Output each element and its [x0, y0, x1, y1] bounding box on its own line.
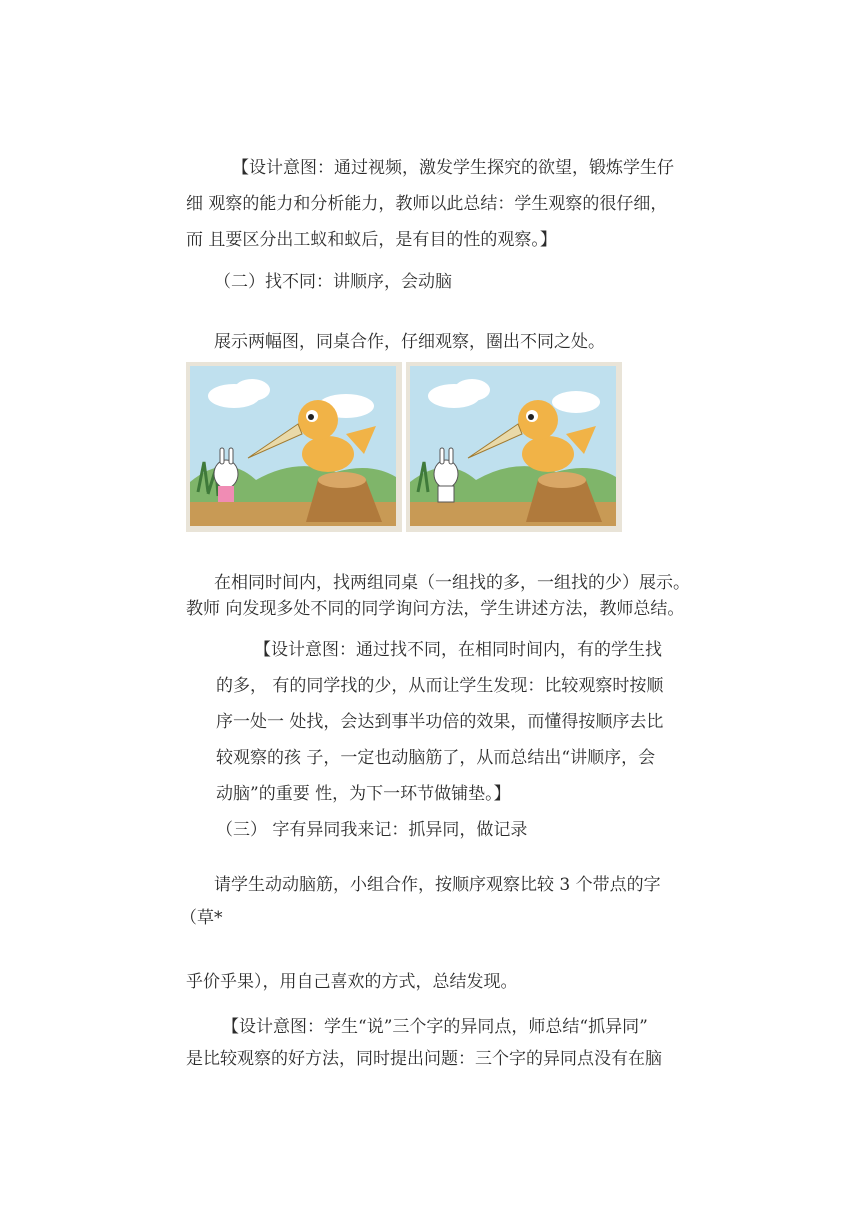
text-line: 【设计意图：学生“说”三个字的异同点，师总结“抓异同” [222, 1017, 648, 1037]
section-heading: （三） 字有异同我来记：抓异同，做记录 [216, 820, 528, 840]
text-line: 的多， 有的同学找的少，从而让学生发现：比较观察时按顺 [216, 676, 664, 696]
text-line: 是比较观察的好方法，同时提出问题：三个字的异同点没有在脑 [186, 1049, 662, 1069]
text-line: 细 观察的能力和分析能力，教师以此总结：学生观察的很仔细， [186, 194, 668, 214]
text-line: 在相同时间内，找两组同桌（一组找的多，一组找的少）展示。 [214, 573, 690, 593]
text-line: 【设计意图：通过找不同，在相同时间内，有的学生找 [254, 640, 662, 660]
text-line: 请学生动动脑筋，小组合作，按顺序观察比较 3 个带点的字 [214, 875, 661, 895]
picture-left [186, 362, 402, 532]
picture-right [406, 362, 622, 532]
text-line: 较观察的孩 子，一定也动脑筋了，从而总结出“讲顺序，会 [216, 748, 656, 768]
text-line: 【设计意图：通过视频，激发学生探究的欲望，锻炼学生仔 [232, 158, 674, 178]
section-heading: （二）找不同：讲顺序，会动脑 [214, 272, 452, 292]
text-line: 序一处一 处找，会达到事半功倍的效果，而懂得按顺序去比 [216, 712, 664, 732]
cartoon-bird-rabbit-icon [186, 362, 402, 532]
text-line: 而 且要区分出工蚁和蚁后，是有目的性的观察。】 [186, 230, 557, 250]
text-line: 动脑”的重要 性，为下一环节做铺垫。】 [216, 784, 511, 804]
text-line: 展示两幅图，同桌合作，仔细观察，圈出不同之处。 [214, 332, 605, 352]
text-line: （草* [180, 908, 223, 928]
text-line: 教师 向发现多处不同的同学询问方法，学生讲述方法，教师总结。 [186, 599, 685, 619]
text-line: 乎价乎果），用自己喜欢的方式，总结发现。 [186, 972, 518, 992]
cartoon-bird-rabbit-icon [406, 362, 622, 532]
